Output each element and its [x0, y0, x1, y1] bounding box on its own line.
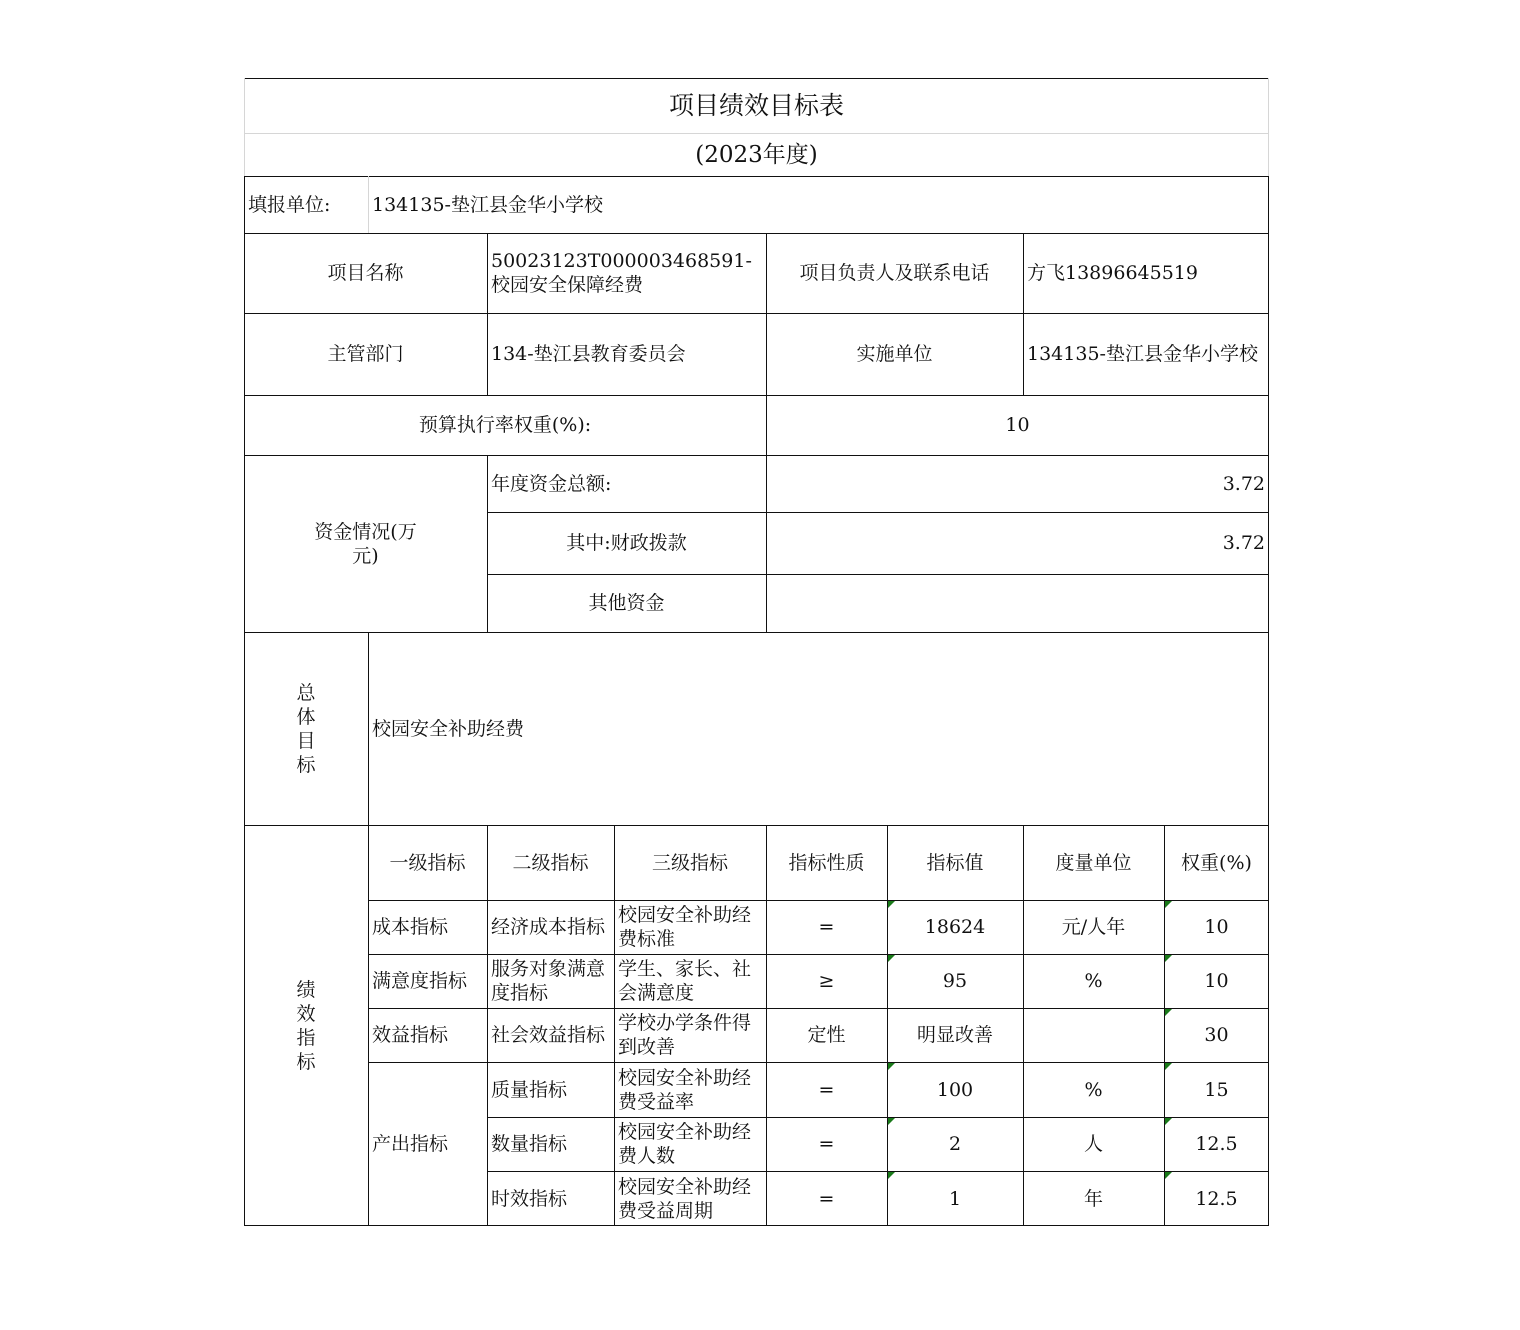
grid-line [487, 1117, 1269, 1118]
indicator-unit: 年 [1083, 1187, 1103, 1210]
unit-value: 134135-垫江县金华小学校 [372, 193, 603, 216]
indicator-nature: ≥ [818, 970, 835, 992]
funds-other-label: 其他资金 [588, 592, 665, 614]
indicator-unit: 人 [1083, 1133, 1103, 1155]
cell-marker [888, 1118, 895, 1125]
cell-marker [888, 1172, 895, 1179]
grid-line [1268, 176, 1269, 1226]
header-weight: 权重(%) [1181, 851, 1252, 874]
level3-indicator: 学生、家长、社会满意度 [618, 958, 752, 1004]
grid-line [487, 825, 488, 1226]
level2-indicator: 经济成本指标 [491, 916, 606, 938]
goal-value: 校园安全补助经费 [372, 717, 525, 740]
goal-label: 总体目标 [296, 681, 316, 776]
indicator-nature: = [818, 1133, 835, 1155]
cell-marker [888, 955, 895, 962]
cell-marker [1165, 901, 1172, 908]
l1-output: 产出指标 [372, 1133, 449, 1155]
level3-indicator: 校园安全补助经费受益率 [618, 1066, 752, 1113]
header-unit: 度量单位 [1055, 851, 1132, 874]
project-name-value: 50023123T000003468591-校园安全保障经费 [491, 250, 752, 296]
grid-line [487, 574, 1269, 575]
cell-marker [1165, 1009, 1172, 1016]
grid-line [1164, 825, 1165, 1226]
header-nature: 指标性质 [788, 851, 865, 874]
project-name-label: 项目名称 [327, 262, 404, 284]
indicator-nature: 定性 [807, 1024, 846, 1046]
cell-marker [1165, 1063, 1172, 1070]
contact-label: 项目负责人及联系电话 [799, 262, 990, 284]
l1-cost: 成本指标 [372, 916, 449, 938]
grid-line [887, 825, 888, 1226]
indicator-unit [1023, 1008, 1164, 1062]
grid-line [244, 78, 1269, 79]
l1-benefit: 效益指标 [372, 1024, 449, 1046]
page-title: 项目绩效目标表 [668, 90, 844, 120]
level2-indicator: 数量指标 [491, 1133, 568, 1155]
cell-marker [888, 901, 895, 908]
funds-fiscal-label: 其中:财政拨款 [566, 532, 687, 554]
indicator-value: 明显改善 [916, 1024, 993, 1046]
indicator-weight: 12.5 [1195, 1187, 1238, 1210]
dept-value: 134-垫江县教育委员会 [491, 343, 686, 365]
grid-line [244, 395, 1269, 396]
indicator-weight: 15 [1204, 1078, 1229, 1101]
grid-line [1268, 78, 1269, 176]
indicator-weight: 12.5 [1195, 1133, 1238, 1155]
grid-line [487, 233, 488, 395]
grid-line [244, 133, 1269, 134]
level2-indicator: 时效指标 [491, 1187, 568, 1210]
level2-indicator: 服务对象满意度指标 [491, 958, 606, 1004]
indicator-value: 95 [942, 970, 968, 992]
indicator-value: 2 [948, 1133, 962, 1155]
grid-line [244, 233, 1269, 234]
impl-value: 134135-垫江县金华小学校 [1027, 343, 1258, 365]
level3-indicator: 校园安全补助经费受益周期 [618, 1175, 752, 1222]
funds-label: 资金情况(万元) [314, 520, 417, 567]
indicator-weight: 10 [1204, 970, 1229, 992]
header-level2: 二级指标 [512, 851, 589, 874]
indicator-unit: 元/人年 [1061, 916, 1126, 938]
l1-satisfaction: 满意度指标 [372, 970, 468, 992]
indicator-unit: % [1084, 970, 1103, 992]
grid-line [1023, 233, 1024, 395]
grid-line [368, 176, 369, 233]
budget-weight-value: 10 [1005, 414, 1030, 436]
grid-line [1023, 825, 1024, 1226]
grid-line [766, 233, 767, 395]
cell-marker [1165, 955, 1172, 962]
budget-weight-label: 预算执行率权重(%): [418, 414, 592, 436]
grid-line [368, 632, 369, 1226]
page-subtitle: (2023年度) [695, 141, 818, 168]
grid-line [244, 176, 1269, 177]
indicator-unit: % [1084, 1078, 1103, 1101]
level3-indicator: 学校办学条件得到改善 [618, 1012, 752, 1058]
indicator-weight: 30 [1204, 1024, 1229, 1046]
header-value: 指标值 [926, 851, 984, 874]
cell-marker [1165, 1172, 1172, 1179]
indicator-value: 18624 [924, 916, 986, 938]
level2-indicator: 质量指标 [491, 1078, 568, 1101]
indicator-nature: = [818, 1187, 835, 1210]
grid-line [766, 395, 767, 455]
grid-line [368, 954, 1269, 955]
indicator-nature: = [818, 916, 835, 938]
grid-line [244, 455, 1269, 456]
funds-fiscal-value: 3.72 [1222, 532, 1265, 554]
perf-label: 绩效指标 [296, 978, 316, 1073]
indicator-weight: 10 [1204, 916, 1229, 938]
grid-line [487, 455, 488, 632]
grid-line [244, 313, 1269, 314]
grid-line [244, 176, 245, 1226]
level2-indicator: 社会效益指标 [491, 1024, 606, 1046]
unit-label: 填报单位: [248, 193, 331, 216]
grid-line [244, 632, 1269, 633]
perf-label-cell [244, 825, 368, 1226]
funds-other-value [766, 574, 1269, 632]
cell-marker [1165, 1118, 1172, 1125]
grid-line [368, 900, 1269, 901]
level3-indicator: 校园安全补助经费标准 [618, 904, 752, 950]
indicator-nature: = [818, 1078, 835, 1101]
goal-label-cell [244, 632, 368, 825]
dept-label: 主管部门 [327, 343, 404, 365]
grid-line [368, 1062, 1269, 1063]
grid-line [244, 1225, 1269, 1226]
funds-total-value: 3.72 [1222, 472, 1265, 495]
header-level1: 一级指标 [389, 851, 466, 874]
level3-indicator: 校园安全补助经费人数 [618, 1121, 752, 1167]
grid-line [614, 825, 615, 1226]
grid-line [487, 1171, 1269, 1172]
cell-marker [888, 1063, 895, 1070]
funds-total-label: 年度资金总额: [491, 472, 612, 495]
indicator-value: 100 [936, 1078, 974, 1101]
performance-target-table [244, 78, 1269, 1226]
indicator-value: 1 [948, 1187, 962, 1210]
grid-line [368, 1008, 1269, 1009]
header-level3: 三级指标 [651, 851, 728, 874]
grid-line [766, 825, 767, 1226]
contact-value: 方飞13896645519 [1027, 262, 1198, 284]
grid-line [766, 455, 767, 632]
grid-line [244, 825, 1269, 826]
impl-label: 实施单位 [856, 343, 933, 365]
grid-line [487, 512, 1269, 513]
